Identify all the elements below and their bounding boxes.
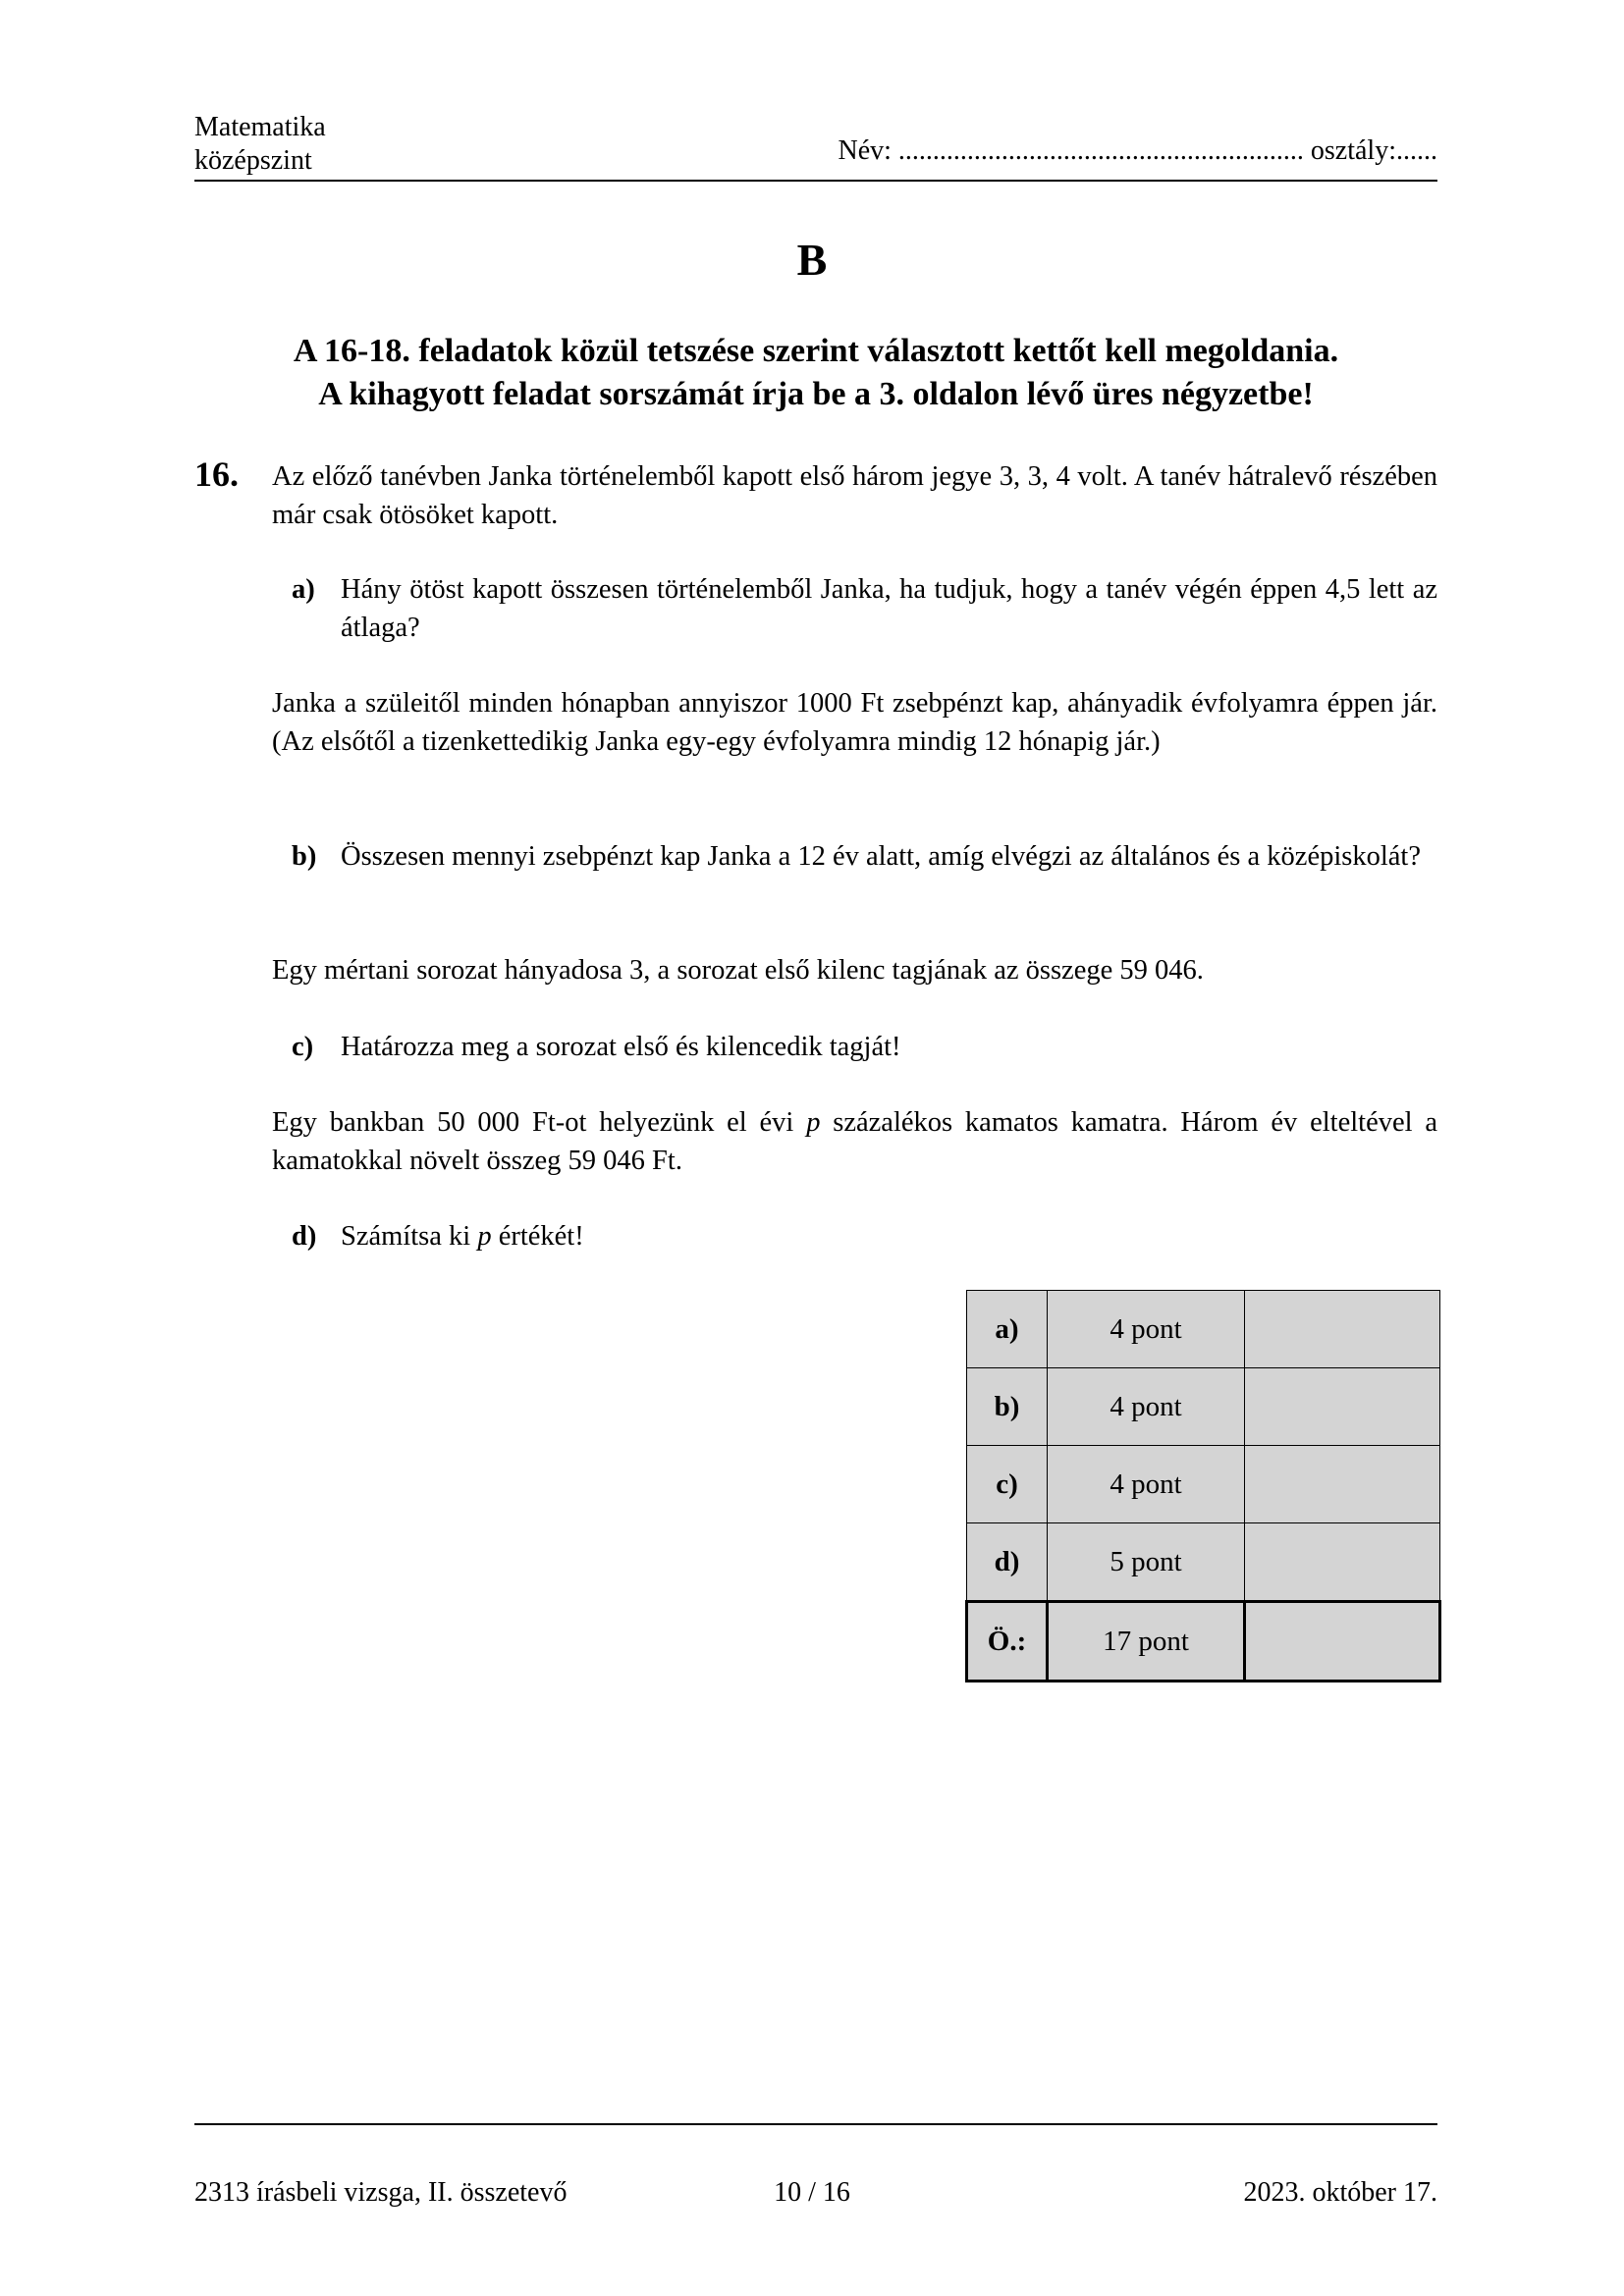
question-d-text xyxy=(341,1217,1437,1255)
task-paragraph-3: Egy mértani sorozat hányadosa 3, a sorozat első kilenc tagjának az összege 59 046. xyxy=(272,955,1204,986)
score-total-points: 17 pont xyxy=(1048,1602,1245,1682)
instructions-line-1: A 16-18. feladatok közül tetszése szerint választott kettőt kell megoldania. xyxy=(293,333,1339,369)
question-c-text: Határozza meg a sorozat első és kilencedik tagját! xyxy=(341,1032,901,1062)
level-title: középszint xyxy=(194,145,312,176)
score-row-earned-cell[interactable] xyxy=(1245,1523,1440,1602)
section-letter: B xyxy=(796,235,828,285)
score-row-label: d) xyxy=(967,1523,1048,1602)
question-a-label: a) xyxy=(292,574,315,605)
d-before: Számítsa ki xyxy=(341,1221,478,1252)
instructions xyxy=(194,330,1437,416)
score-row-earned-cell[interactable] xyxy=(1245,1291,1440,1368)
name-class-field: Név: ........................................................... osztály:...... xyxy=(838,135,1437,166)
score-row-points: 4 pont xyxy=(1048,1368,1245,1446)
question-a xyxy=(292,570,1437,647)
score-row-earned-cell[interactable] xyxy=(1245,1446,1440,1523)
score-row-b xyxy=(967,1368,1440,1446)
question-c xyxy=(292,1028,1437,1066)
footer-page-number: 10 / 16 xyxy=(774,2177,850,2208)
para4-before: Egy bankban 50 000 Ft-ot helyezünk el évi xyxy=(272,1107,807,1138)
score-row-c xyxy=(967,1446,1440,1523)
score-total-label: Ö.: xyxy=(967,1602,1048,1682)
score-row-label: c) xyxy=(967,1446,1048,1523)
task-paragraph-2: Janka a szüleitől minden hónapban annyiszor 1000 Ft zsebpénzt kap, ahányadik évfolyamra éppen jár. (Az elsőtől a tizenkettedikig Janka egy-egy évfolyamra mindig 12 hónapig jár.) xyxy=(272,688,1437,757)
footer-exam-id: 2313 írásbeli vizsga, II. összetevő xyxy=(194,2177,568,2208)
header-divider xyxy=(194,180,1437,182)
footer-date: 2023. október 17. xyxy=(1243,2177,1437,2208)
question-c-label: c) xyxy=(292,1032,314,1062)
d-after: értékét! xyxy=(491,1221,584,1252)
question-a-text: Hány ötöst kapott összesen történelemből Janka, ha tudjuk, hogy a tanév végén éppen 4,5 lett az átlaga? xyxy=(341,574,1437,643)
task-paragraph-4 xyxy=(272,1103,1437,1180)
score-total-earned-cell[interactable] xyxy=(1245,1602,1440,1682)
score-row-d xyxy=(967,1523,1440,1602)
para4-after: százalékos kamatos kamatra. Három év elteltével a kamatokkal növelt összeg 59 046 Ft. xyxy=(272,1107,1438,1176)
task-intro: Az előző tanévben Janka történelemből kapott első három jegye 3, 3, 4 volt. A tanév hátralevő részében már csak ötösöket kapott. xyxy=(272,461,1437,530)
score-row-points: 4 pont xyxy=(1048,1446,1245,1523)
variable-p: p xyxy=(806,1107,821,1138)
instructions-line-2: A kihagyott feladat sorszámát írja be a 3. oldalon lévő üres négyzetbe! xyxy=(318,376,1314,412)
question-d-label: d) xyxy=(292,1221,317,1252)
score-row-points: 5 pont xyxy=(1048,1523,1245,1602)
question-b-text: Összesen mennyi zsebpénzt kap Janka a 12 év alatt, amíg elvégzi az általános és a középiskolát? xyxy=(341,841,1421,872)
question-b-label: b) xyxy=(292,841,317,872)
score-table xyxy=(965,1290,1441,1682)
score-row-earned-cell[interactable] xyxy=(1245,1368,1440,1446)
task-number: 16. xyxy=(194,454,239,494)
score-row-label: a) xyxy=(967,1291,1048,1368)
variable-p: p xyxy=(477,1221,492,1252)
question-b xyxy=(292,837,1437,876)
question-d xyxy=(292,1217,1437,1255)
header-subject-block xyxy=(194,111,326,178)
score-row-points: 4 pont xyxy=(1048,1291,1245,1368)
score-row-total xyxy=(967,1602,1440,1682)
subject-title: Matematika xyxy=(194,112,326,142)
score-row-a xyxy=(967,1291,1440,1368)
score-row-label: b) xyxy=(967,1368,1048,1446)
footer-divider xyxy=(194,2123,1437,2125)
